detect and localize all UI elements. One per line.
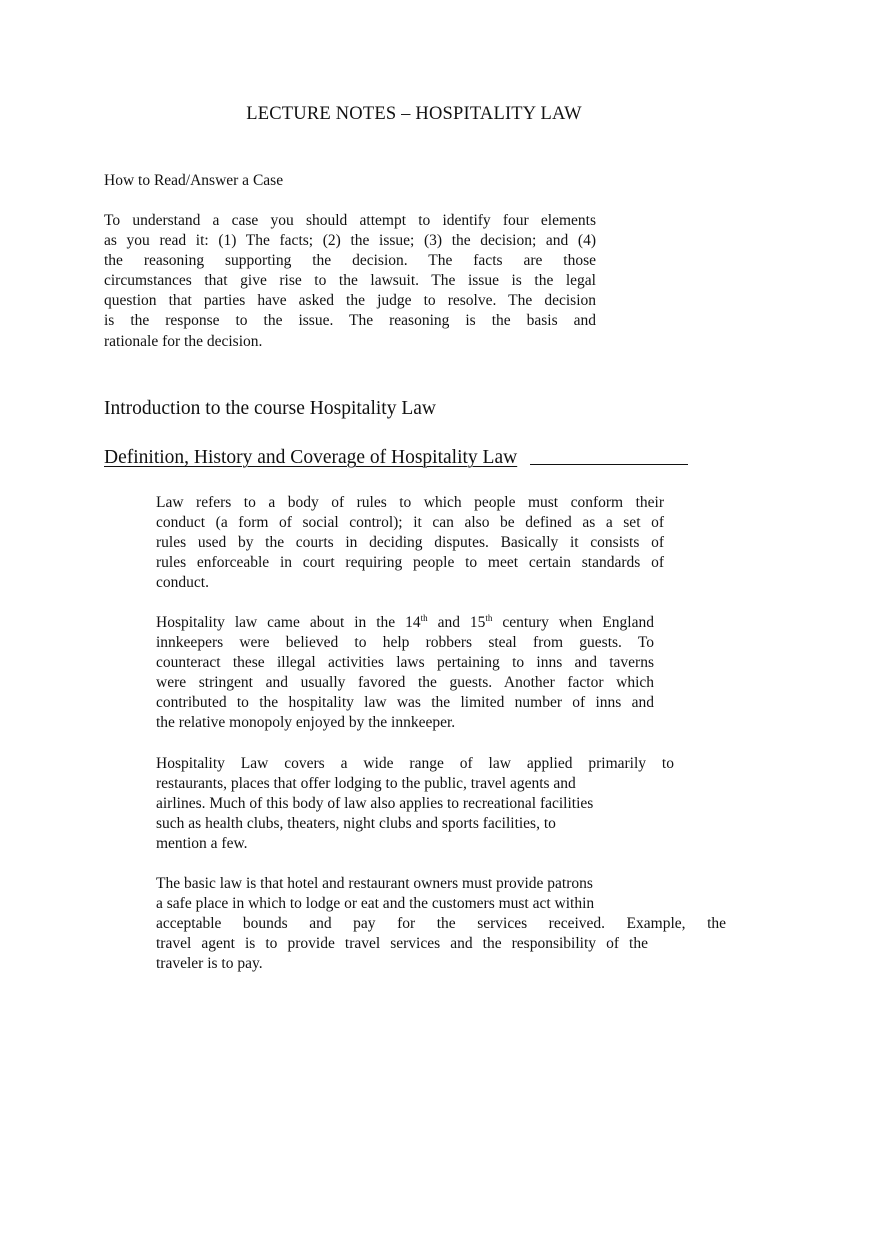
- paragraph-line: rules used by the courts in deciding disputes. Basically it consists of: [156, 534, 664, 552]
- intro-line: To understand a case you should attempt to identify four elements: [104, 212, 596, 229]
- paragraph-line: a safe place in which to lodge or eat and the customers must act within: [156, 895, 595, 913]
- paragraph-line: airlines. Much of this body of law also applies to recreational facilities: [156, 795, 594, 813]
- intro-line: as you read it: (1) The facts; (2) the issue; (3) the decision; and (4): [104, 232, 596, 250]
- paragraph-line: the relative monopoly enjoyed by the innkeeper.: [156, 714, 456, 732]
- intro-paragraph: [104, 211, 596, 352]
- paragraph-line: restaurants, places that offer lodging to the public, travel agents and: [156, 775, 576, 793]
- paragraph-line: travel agent is to provide travel services and the responsibility of the: [156, 935, 648, 953]
- paragraph-line: Law refers to a body of rules to which people must conform their: [156, 494, 664, 511]
- section-heading: Introduction to the course Hospitality Law: [104, 398, 436, 419]
- paragraph-line: innkeepers were believed to help robbers steal from guests. To: [156, 634, 654, 652]
- history-text: Hospitality law came about in the 14: [156, 614, 421, 631]
- paragraph-line: rules enforceable in court requiring people to meet certain standards of: [156, 554, 664, 572]
- subheading: How to Read/Answer a Case: [104, 172, 284, 189]
- intro-line: is the response to the issue. The reasoning is the basis and: [104, 312, 596, 330]
- paragraph-law-coverage: [156, 754, 674, 854]
- paragraph-line: counteract these illegal activities laws pertaining to inns and taverns: [156, 654, 654, 672]
- page-title: LECTURE NOTES – HOSPITALITY LAW: [246, 104, 582, 124]
- history-text: and 15: [427, 614, 486, 631]
- paragraph-line: The basic law is that hotel and restaurant owners must provide patrons: [156, 875, 593, 892]
- paragraph-line: conduct (a form of social control); it can also be defined as a set of: [156, 514, 664, 532]
- intro-line: question that parties have asked the judge to resolve. The decision: [104, 292, 596, 310]
- paragraph-line: were stringent and usually favored the guests. Another factor which: [156, 674, 654, 692]
- paragraph-law-history: [156, 613, 654, 734]
- paragraph-line: mention a few.: [156, 835, 248, 853]
- intro-line: circumstances that give rise to the lawsuit. The issue is the legal: [104, 272, 596, 290]
- section-underline-rule: [530, 464, 688, 465]
- intro-line: rationale for the decision.: [104, 332, 263, 350]
- paragraph-line: acceptable bounds and pay for the services received. Example, the: [156, 915, 726, 933]
- section-subheading: Definition, History and Coverage of Hospitality Law: [104, 447, 518, 468]
- intro-line: the reasoning supporting the decision. The facts are those: [104, 252, 596, 270]
- paragraph-line: conduct.: [156, 574, 209, 592]
- paragraph-law-definition: [156, 493, 664, 593]
- paragraph-line: such as health clubs, theaters, night clubs and sports facilities, to: [156, 815, 556, 833]
- paragraph-line: Hospitality Law covers a wide range of law applied primarily to: [156, 755, 674, 772]
- paragraph-line: [156, 613, 654, 633]
- paragraph-line: traveler is to pay.: [156, 955, 263, 973]
- paragraph-line: contributed to the hospitality law was the limited number of inns and: [156, 694, 654, 712]
- ordinal-suffix: th: [485, 613, 493, 623]
- paragraph-basic-law: [156, 874, 726, 974]
- ordinal-suffix: th: [420, 613, 428, 623]
- history-text: century when England: [492, 614, 654, 631]
